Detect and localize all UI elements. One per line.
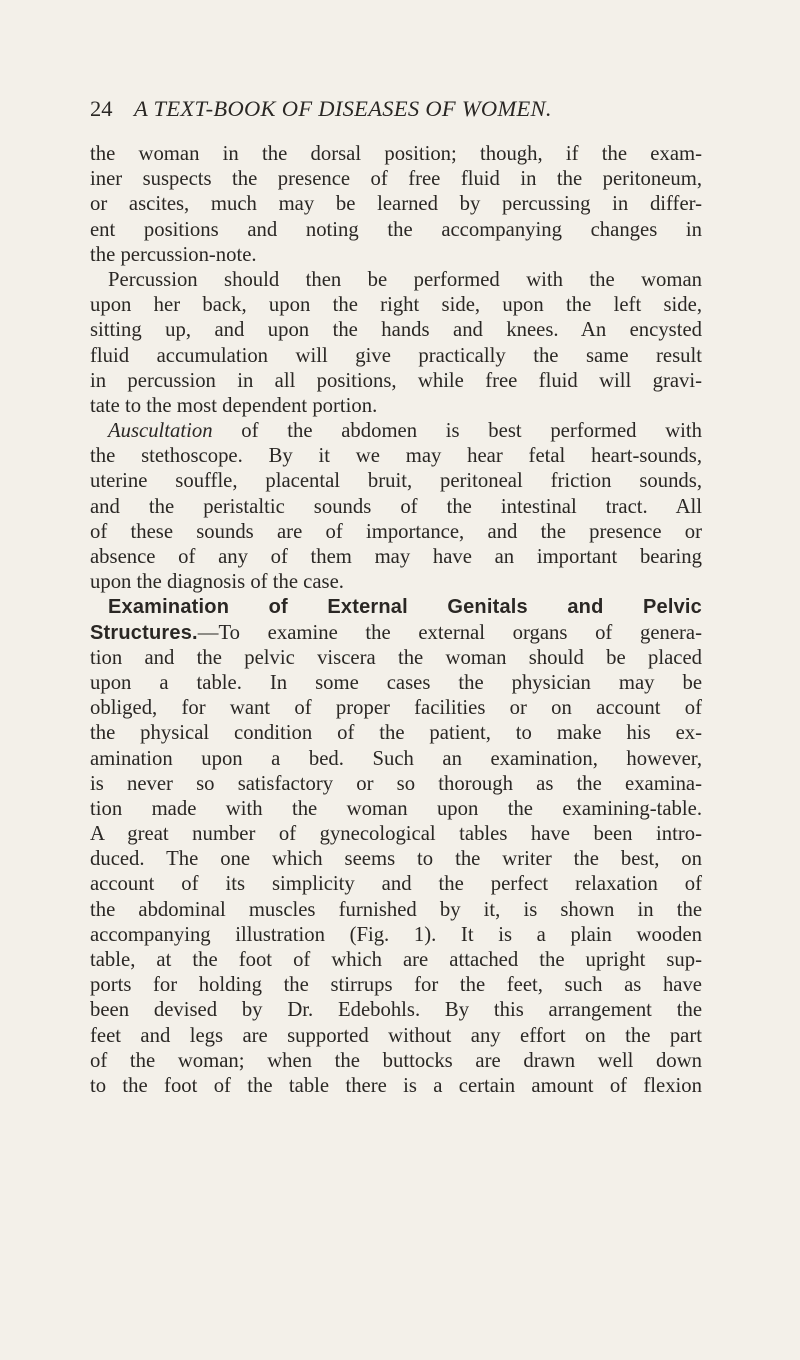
text-line: account of its simplicity and the perfect relaxation of xyxy=(90,873,702,896)
text-line: fluid accumulation will give practically the same result xyxy=(90,344,702,367)
italic-term: Auscultation xyxy=(108,420,213,443)
text-line: accompanying illustration (Fig. 1). It is a plain wooden xyxy=(90,923,702,946)
text-line: obliged, for want of proper facilities or on account of xyxy=(90,697,702,720)
running-title: A TEXT-BOOK OF DISEASES OF WOMEN. xyxy=(134,96,552,121)
text-line: of the woman; when the buttocks are drawn well down xyxy=(90,1049,702,1072)
text-line: is never so satisfactory or so thorough as the examina- xyxy=(90,772,702,795)
text-line: ent positions and noting the accompanying changes in xyxy=(90,218,702,241)
text-line: duced. The one which seems to the writer the best, on xyxy=(90,848,702,871)
text-line: upon her back, upon the right side, upon the left side, xyxy=(90,294,702,317)
text-line: in percussion in all positions, while free fluid will gravi- xyxy=(90,369,702,392)
text-line: upon a table. In some cases the physician may be xyxy=(90,671,702,694)
text-line: the woman in the dorsal position; though, if the exam- xyxy=(90,143,702,165)
text-line: amination upon a bed. Such an examination, however, xyxy=(90,747,702,770)
text-line: sitting up, and upon the hands and knees. An encysted xyxy=(90,319,702,342)
text-line: been devised by Dr. Edebohls. By this arrangement the xyxy=(90,999,702,1022)
text-line: upon the diagnosis of the case. xyxy=(90,571,344,594)
body-text xyxy=(90,142,702,1099)
text-line-auscultation xyxy=(90,419,702,444)
text-line: ports for holding the stirrups for the feet, such as have xyxy=(90,974,702,997)
text-line: absence of any of them may have an important bearing xyxy=(90,546,702,568)
text-line: to the foot of the table there is a certain amount of flexion xyxy=(90,1074,702,1097)
text-line: table, at the foot of which are attached the upright sup- xyxy=(90,949,702,971)
running-head xyxy=(90,94,710,124)
text-line: and the peristaltic sounds of the intestinal tract. All xyxy=(90,495,702,518)
text-line: Percussion should then be performed with the woman xyxy=(108,268,702,291)
text-line: the abdominal muscles furnished by it, is shown in the xyxy=(90,898,702,921)
section-heading: Examination of External Genitals and Pelvic xyxy=(108,596,702,619)
text-line: feet and legs are supported without any effort on the part xyxy=(90,1024,702,1047)
section-heading-end: Structures. xyxy=(90,621,198,644)
text-line: the physical condition of the patient, to make his ex- xyxy=(90,722,702,745)
text-line: tion and the pelvic viscera the woman should be placed xyxy=(90,646,702,669)
text-line: of these sounds are of importance, and the presence or xyxy=(90,520,702,543)
line-continuation: of the abdomen is best performed with xyxy=(212,420,702,443)
text-line: the stethoscope. By it we may hear fetal heart-sounds, xyxy=(90,445,702,468)
page-number: 24 xyxy=(90,96,113,121)
line-continuation: —To examine the external organs of genera- xyxy=(197,621,702,644)
text-line: tion made with the woman upon the examining-table. xyxy=(90,797,702,820)
text-line: uterine souffle, placental bruit, peritoneal friction sounds, xyxy=(90,470,702,493)
text-line: or ascites, much may be learned by percussing in differ- xyxy=(90,193,702,216)
text-line: iner suspects the presence of free fluid in the peritoneum, xyxy=(90,168,702,191)
text-line: tate to the most dependent portion. xyxy=(90,394,378,417)
section-heading-line xyxy=(90,621,702,646)
section-heading-line xyxy=(90,595,702,620)
text-line: A great number of gynecological tables have been intro- xyxy=(90,823,702,846)
text-line: the percussion-note. xyxy=(90,243,257,266)
